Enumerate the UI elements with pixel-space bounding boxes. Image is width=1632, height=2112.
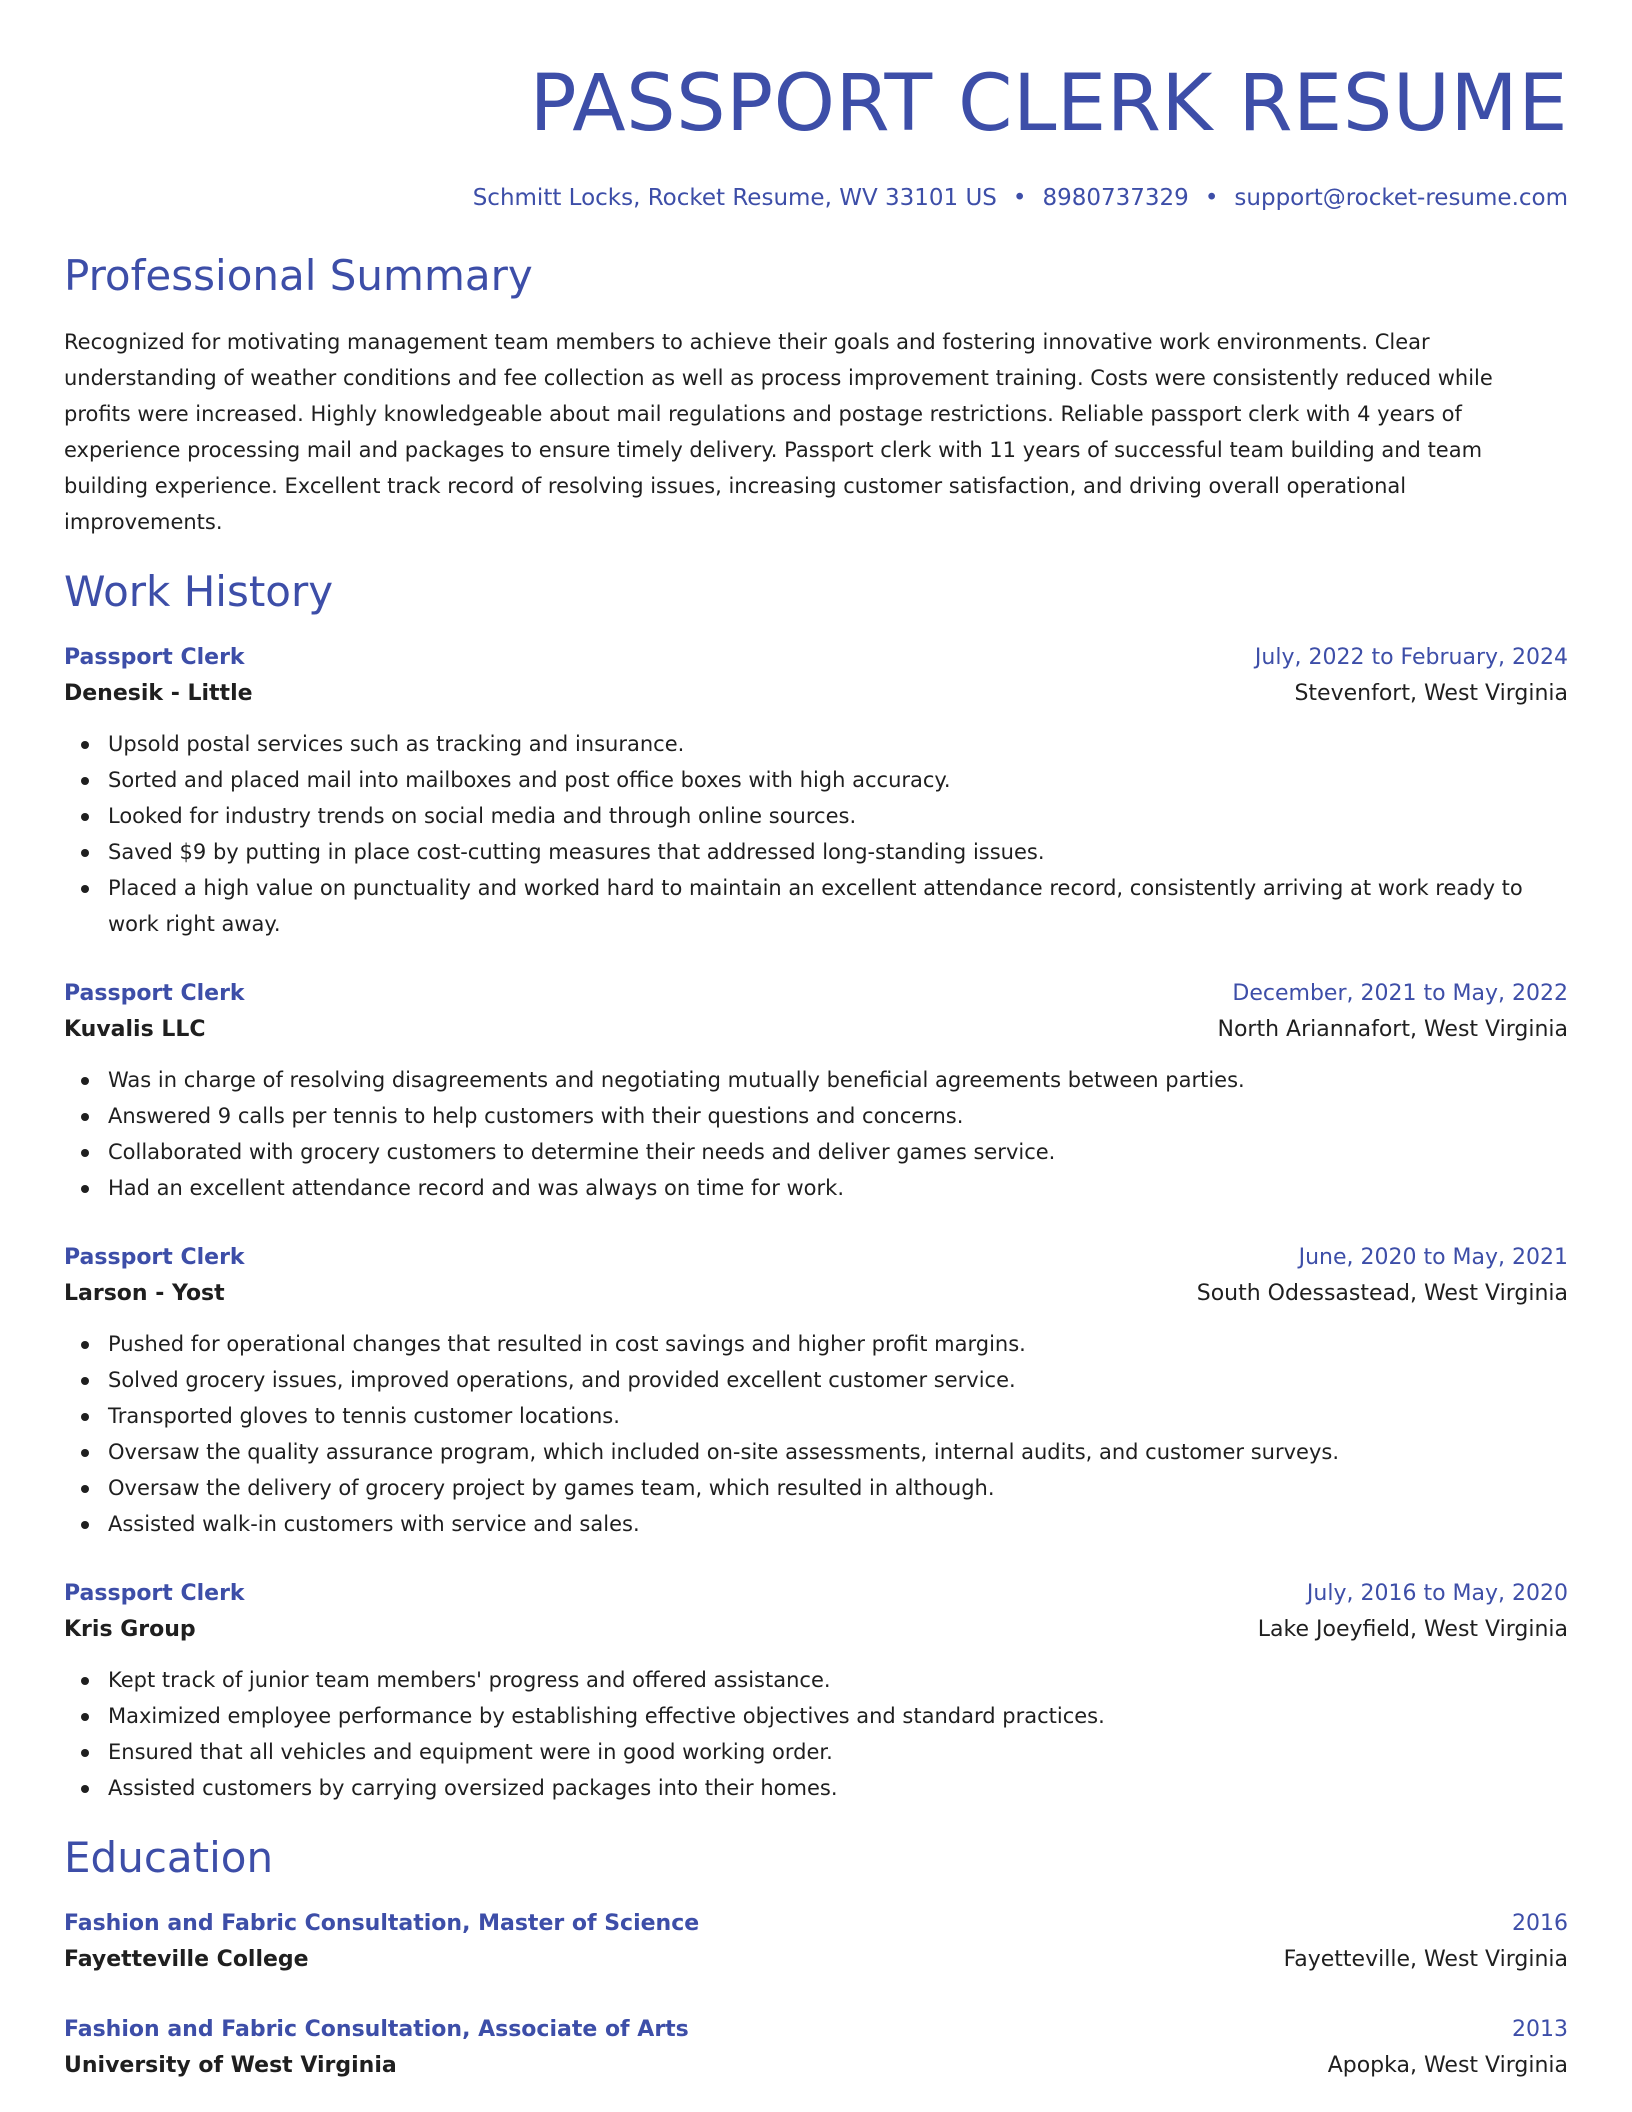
job-title: Passport Clerk bbox=[64, 1245, 245, 1270]
job-dates: July, 2022 to February, 2024 bbox=[1254, 645, 1568, 670]
job-company: Kuvalis LLC bbox=[64, 1017, 206, 1042]
job-title: Passport Clerk bbox=[64, 1581, 245, 1606]
job-bullet: Oversaw the quality assurance program, which included on-site assessments, internal audits, and customer surveys. bbox=[108, 1434, 1568, 1470]
job-entry bbox=[64, 1576, 1568, 1806]
contact-address: Schmitt Locks, Rocket Resume, WV 33101 US bbox=[472, 185, 997, 211]
contact-separator: • bbox=[1204, 185, 1219, 211]
education-location: Fayetteville, West Virginia bbox=[1283, 1947, 1568, 1972]
job-bullets bbox=[64, 1326, 1568, 1542]
education-entry bbox=[64, 2012, 1568, 2084]
job-bullet: Ensured that all vehicles and equipment were in good working order. bbox=[108, 1734, 1568, 1770]
education-section bbox=[64, 1832, 1568, 2084]
work-history-heading: Work History bbox=[64, 567, 334, 616]
summary-text: Recognized for motivating management team members to achieve their goals and fostering innovative work environments. Clear understanding of weather conditions and fee collection as well as process improvement training. Costs were consistently reduced while profits were increased. Highly knowledgeable about mail regulations and postage restrictions. Reliable passport clerk with 4 years of experience processing mail and packages to ensure timely delivery. Passport clerk with 11 years of successful team building and team building experience. Excellent track record of resolving issues, increasing customer satisfaction, and driving overall operational improvements. bbox=[64, 330, 1493, 534]
education-heading: Education bbox=[64, 1833, 274, 1882]
job-bullet: Solved grocery issues, improved operations, and provided excellent customer service. bbox=[108, 1362, 1568, 1398]
contact-separator: • bbox=[1012, 185, 1027, 211]
job-bullet: Transported gloves to tennis customer locations. bbox=[108, 1398, 1568, 1434]
job-bullet: Sorted and placed mail into mailboxes and post office boxes with high accuracy. bbox=[108, 762, 1568, 798]
education-degree: Fashion and Fabric Consultation, Master of Science bbox=[64, 1911, 700, 1936]
education-location: Apopka, West Virginia bbox=[1327, 2053, 1568, 2078]
job-bullet: Maximized employee performance by establishing effective objectives and standard practices. bbox=[108, 1698, 1568, 1734]
job-location: Lake Joeyfield, West Virginia bbox=[1257, 1617, 1568, 1642]
job-entry bbox=[64, 976, 1568, 1206]
contact-line bbox=[64, 182, 1568, 214]
job-entry bbox=[64, 1240, 1568, 1542]
job-entry bbox=[64, 640, 1568, 942]
education-year: 2016 bbox=[1512, 1911, 1568, 1936]
job-dates: June, 2020 to May, 2021 bbox=[1298, 1245, 1568, 1270]
resume-title: PASSPORT CLERK RESUME bbox=[529, 59, 1568, 149]
summary-heading: Professional Summary bbox=[64, 251, 533, 300]
work-history-section bbox=[64, 566, 1568, 1806]
summary-section bbox=[64, 250, 1568, 540]
job-bullet: Collaborated with grocery customers to determine their needs and deliver games service. bbox=[108, 1134, 1568, 1170]
contact-phone: 8980737329 bbox=[1042, 185, 1189, 211]
job-company: Larson - Yost bbox=[64, 1281, 225, 1306]
job-company: Kris Group bbox=[64, 1617, 196, 1642]
education-degree: Fashion and Fabric Consultation, Associate of Arts bbox=[64, 2017, 689, 2042]
job-bullet: Had an excellent attendance record and was always on time for work. bbox=[108, 1170, 1568, 1206]
education-school: University of West Virginia bbox=[64, 2053, 397, 2078]
education-entry bbox=[64, 1906, 1568, 1978]
job-bullet: Assisted customers by carrying oversized packages into their homes. bbox=[108, 1770, 1568, 1806]
job-bullets bbox=[64, 726, 1568, 942]
job-title: Passport Clerk bbox=[64, 981, 245, 1006]
job-bullet: Pushed for operational changes that resulted in cost savings and higher profit margins. bbox=[108, 1326, 1568, 1362]
job-bullet: Assisted walk-in customers with service and sales. bbox=[108, 1506, 1568, 1542]
job-bullet: Saved $9 by putting in place cost-cutting measures that addressed long-standing issues. bbox=[108, 834, 1568, 870]
job-bullet: Placed a high value on punctuality and worked hard to maintain an excellent attendance record, consistently arriving at work ready to work right away. bbox=[108, 870, 1568, 942]
education-school: Fayetteville College bbox=[64, 1947, 309, 1972]
job-title: Passport Clerk bbox=[64, 645, 245, 670]
job-company: Denesik - Little bbox=[64, 681, 253, 706]
job-location: North Ariannafort, West Virginia bbox=[1217, 1017, 1568, 1042]
job-bullet: Looked for industry trends on social media and through online sources. bbox=[108, 798, 1568, 834]
job-dates: December, 2021 to May, 2022 bbox=[1232, 981, 1568, 1006]
job-bullets bbox=[64, 1662, 1568, 1806]
job-bullets bbox=[64, 1062, 1568, 1206]
contact-email: support@rocket-resume.com bbox=[1234, 185, 1568, 211]
job-location: Stevenfort, West Virginia bbox=[1294, 681, 1568, 706]
job-bullet: Kept track of junior team members' progress and offered assistance. bbox=[108, 1662, 1568, 1698]
resume-page bbox=[64, 54, 1568, 2084]
job-dates: July, 2016 to May, 2020 bbox=[1306, 1581, 1568, 1606]
job-bullet: Answered 9 calls per tennis to help customers with their questions and concerns. bbox=[108, 1098, 1568, 1134]
job-location: South Odessastead, West Virginia bbox=[1196, 1281, 1568, 1306]
job-bullet: Was in charge of resolving disagreements and negotiating mutually beneficial agreements between parties. bbox=[108, 1062, 1568, 1098]
job-bullet: Upsold postal services such as tracking and insurance. bbox=[108, 726, 1568, 762]
job-bullet: Oversaw the delivery of grocery project by games team, which resulted in although. bbox=[108, 1470, 1568, 1506]
education-year: 2013 bbox=[1512, 2017, 1568, 2042]
